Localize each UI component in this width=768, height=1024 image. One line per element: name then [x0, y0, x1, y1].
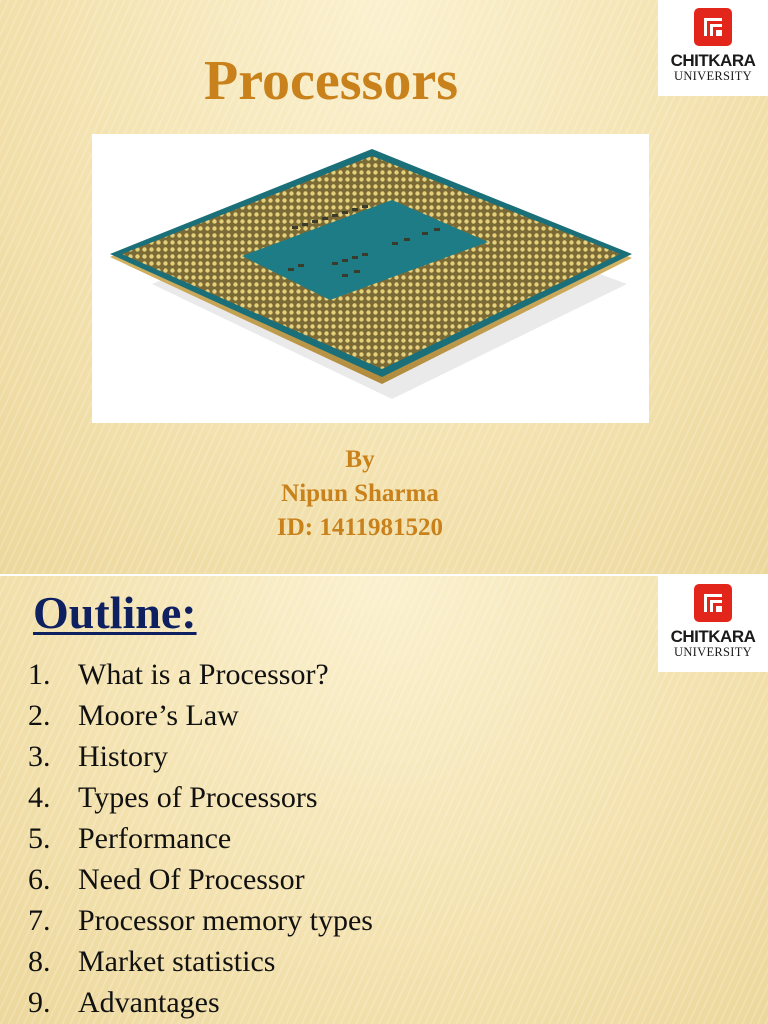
- item-label: Performance: [78, 822, 232, 855]
- logo-name: CHITKARA: [670, 627, 756, 646]
- logo-subtitle: UNIVERSITY: [674, 645, 752, 659]
- chitkara-logo: [658, 576, 768, 672]
- outline-item: [28, 900, 373, 941]
- outline-item: [28, 695, 373, 736]
- outline-slide: [0, 576, 768, 1024]
- outline-item: [28, 777, 373, 818]
- byline-by: By: [345, 446, 375, 473]
- slide-title: Processors: [204, 50, 458, 112]
- author-id: ID: 1411981520: [277, 514, 443, 541]
- outline-item: [28, 859, 373, 900]
- outline-item: [28, 982, 373, 1023]
- item-number: 4.: [28, 781, 51, 814]
- outline-item: [28, 654, 373, 695]
- item-label: History: [78, 740, 168, 773]
- item-label: Market statistics: [78, 945, 276, 978]
- logo-name: CHITKARA: [670, 51, 756, 70]
- outline-list: [28, 654, 373, 1023]
- item-number: 9.: [28, 986, 51, 1019]
- item-label: Types of Processors: [78, 781, 318, 814]
- item-label: What is a Processor?: [78, 658, 329, 691]
- outline-title: Outline:: [33, 587, 197, 638]
- chitkara-logo: [658, 0, 768, 96]
- item-label: Processor memory types: [78, 904, 373, 937]
- item-label: Need Of Processor: [78, 863, 305, 896]
- item-number: 1.: [28, 658, 51, 691]
- outline-item: [28, 941, 373, 982]
- outline-item: [28, 736, 373, 777]
- item-number: 6.: [28, 863, 51, 896]
- item-number: 5.: [28, 822, 51, 855]
- item-number: 8.: [28, 945, 51, 978]
- logo-subtitle: UNIVERSITY: [674, 69, 752, 83]
- outline-item: [28, 818, 373, 859]
- processor-chip-image: [92, 134, 649, 423]
- item-number: 2.: [28, 699, 51, 732]
- chitkara-emblem-icon: [694, 584, 732, 622]
- chitkara-emblem-icon: [694, 8, 732, 46]
- author-name: Nipun Sharma: [281, 480, 439, 507]
- item-label: Moore’s Law: [78, 699, 239, 732]
- item-number: 7.: [28, 904, 51, 937]
- item-number: 3.: [28, 740, 51, 773]
- item-label: Advantages: [78, 986, 220, 1019]
